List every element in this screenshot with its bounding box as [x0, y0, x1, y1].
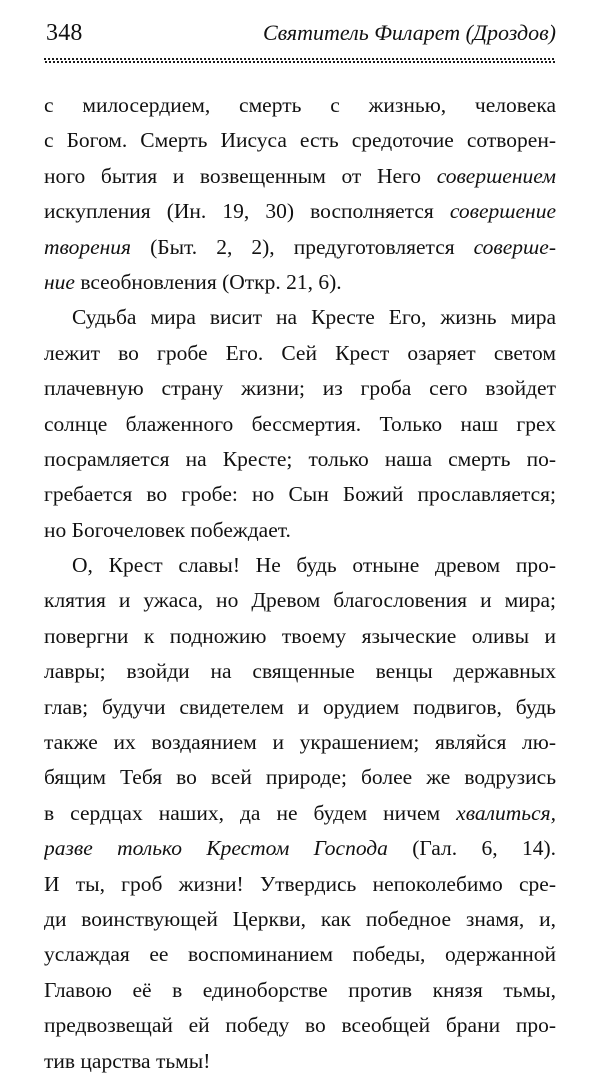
italic-text: хвалиться, — [456, 800, 556, 825]
italic-text: творения — [44, 234, 132, 259]
text-segment: (Быт. 2, 2), предуготовляется — [131, 234, 474, 259]
text-line — [44, 442, 556, 477]
text-line — [44, 1008, 556, 1043]
text-segment: глав; будучи свидетелем и орудием подвигов, будь — [44, 694, 556, 719]
text-line — [44, 937, 556, 972]
text-line — [44, 230, 556, 265]
text-line — [44, 725, 556, 760]
text-segment: всеобновления (Откр. 21, 6). — [74, 269, 342, 294]
body-text — [44, 88, 556, 1079]
text-line — [44, 88, 556, 123]
text-line — [44, 548, 556, 583]
text-line — [44, 902, 556, 937]
text-segment: И ты, гроб жизни! Утвердись непоколебимо сре- — [44, 871, 556, 896]
text-line — [44, 477, 556, 512]
paragraph — [44, 548, 556, 1079]
text-segment: Судьба мира висит на Кресте Его, жизнь мира — [72, 305, 556, 330]
text-line — [44, 831, 556, 866]
italic-text: совершением — [436, 163, 556, 188]
italic-text: ние — [44, 269, 75, 294]
text-line — [44, 654, 556, 689]
text-segment: лежит во гробе Его. Сей Крест озаряет светом — [44, 340, 556, 365]
text-segment: ди воинствующей Церкви, как победное знамя, и, — [44, 906, 556, 931]
text-segment: также их воздаянием и украшением; являйся лю- — [44, 730, 556, 755]
text-line — [44, 690, 556, 725]
text-line — [44, 300, 556, 335]
italic-text: соверше- — [473, 234, 556, 259]
text-segment: ного бытия и возвещенным от Него — [44, 163, 437, 188]
text-segment: лавры; взойди на священные венцы державных — [44, 659, 556, 684]
header-ornamental-rule — [44, 58, 556, 63]
text-segment: посрамляется на Кресте; только наша смерть по- — [44, 446, 556, 471]
text-line — [44, 867, 556, 902]
text-line — [44, 371, 556, 406]
text-segment: искупления (Ин. 19, 30) восполняется — [44, 199, 450, 224]
text-segment: предвозвещай ей победу во всеобщей брани про- — [44, 1013, 556, 1038]
text-line — [44, 265, 556, 300]
text-segment: но Богочеловек побеждает. — [44, 517, 291, 542]
text-segment: с милосердием, смерть с жизнью, человека — [44, 93, 556, 117]
text-line — [44, 407, 556, 442]
text-line — [44, 159, 556, 194]
text-line — [44, 973, 556, 1008]
text-line — [44, 583, 556, 618]
text-segment: О, Крест славы! Не будь отныне древом про- — [72, 553, 556, 578]
page-number: 348 — [46, 20, 83, 46]
text-line — [44, 796, 556, 831]
text-line — [44, 760, 556, 795]
text-line — [44, 336, 556, 371]
paragraph — [44, 300, 556, 548]
text-segment: гребается во гробе: но Сын Божий прославляется; — [44, 482, 556, 507]
italic-text: разве только Крестом Господа — [44, 836, 388, 861]
text-line — [44, 619, 556, 654]
text-line — [44, 513, 556, 548]
text-line — [44, 1044, 556, 1079]
text-segment: плачевную страну жизни; из гроба сего взойдет — [44, 376, 556, 401]
paragraph — [44, 88, 556, 300]
text-segment: солнце блаженного бессмертия. Только наш грех — [44, 411, 556, 436]
text-segment: повергни к подножию твоему языческие оливы и — [44, 623, 556, 648]
running-title: Святитель Филарет (Дроздов) — [262, 20, 556, 45]
italic-text: совершение — [449, 199, 556, 224]
text-segment: тив царства тьмы! — [44, 1048, 211, 1073]
text-segment: (Гал. 6, 14). — [387, 836, 556, 861]
text-segment: клятия и ужаса, но Древом благословения и мира; — [44, 588, 556, 613]
text-segment: в сердцах наших, да не будем ничем — [44, 800, 457, 825]
text-segment: с Богом. Смерть Иисуса есть средоточие сотворен- — [44, 128, 556, 153]
page-header — [44, 18, 556, 48]
text-segment: бящим Тебя во всей природе; более же водрузись — [44, 765, 556, 790]
text-segment: Главою её в единоборстве против князя тьмы, — [44, 977, 556, 1002]
text-line — [44, 123, 556, 158]
text-line — [44, 194, 556, 229]
text-segment: услаждая ее воспоминанием победы, одержанной — [44, 942, 556, 967]
